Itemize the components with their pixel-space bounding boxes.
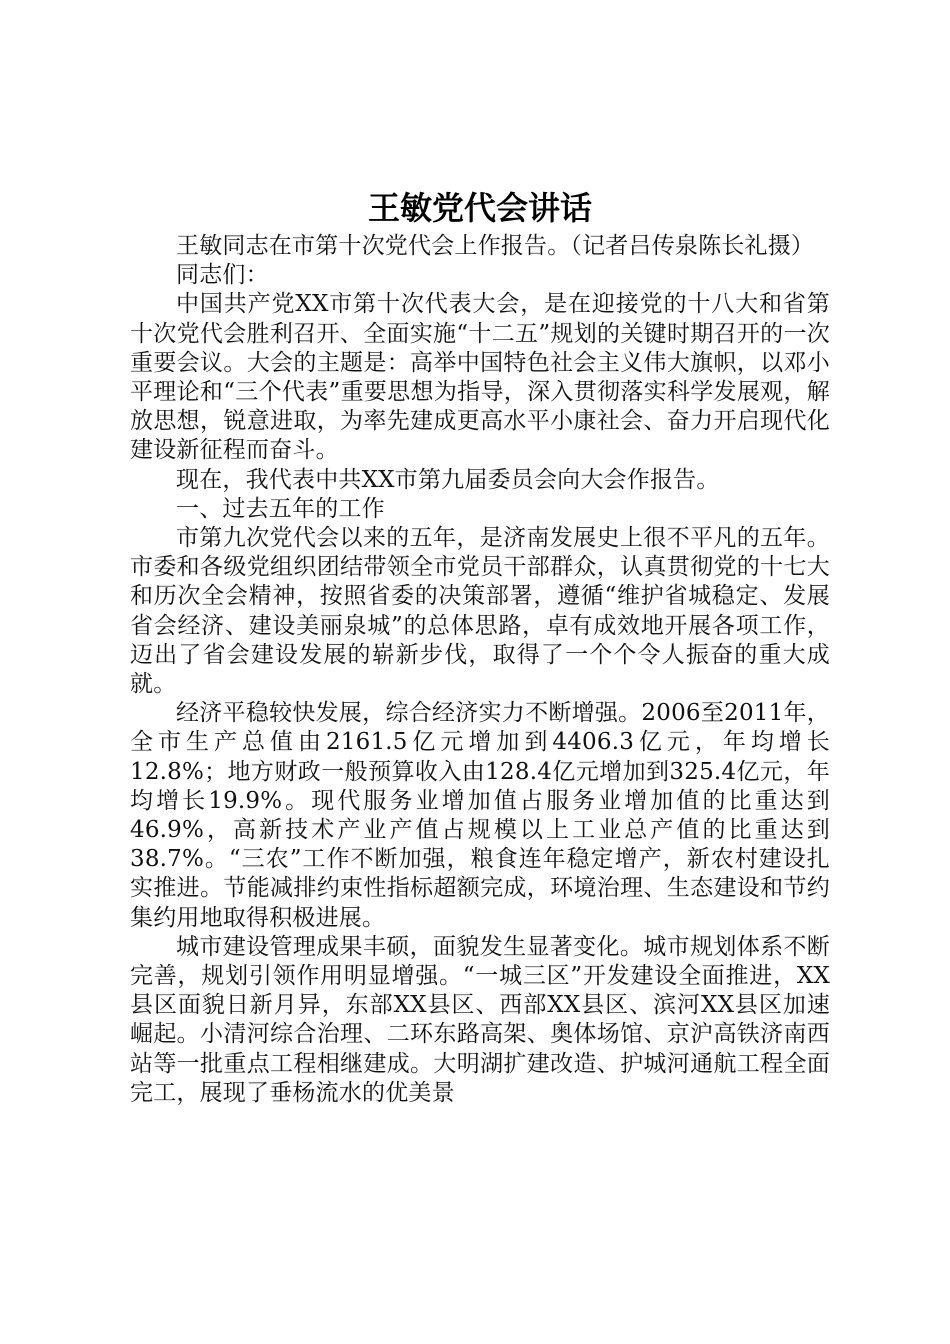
paragraph-salutation: 同志们： <box>176 262 269 289</box>
document-title: 王敏党代会讲话 <box>367 189 592 227</box>
paragraph-congress-theme: 中国共产党XX市第十次代表大会，是在迎接党的十八大和省第十次党代会胜利召开、全面实施“十二五”规划的关键时期召开的一次重要会议。大会的主题是：高举中国特色社会主义伟大旗帜，以邓小平理论和“三个代表”重要思想为指导，深入贯彻落实科学发展观，解放思想，锐意进取，为率先建成更高水平小康社会、奋力开启现代化建设新征程而奋斗。 <box>130 291 830 464</box>
paragraph-urban-construction: 城市建设管理成果丰硕，面貌发生显著变化。城市规划体系不断完善，规划引领作用明显增强。“一城三区”开发建设全面推进，XX县区面貌日新月异，东部XX县区、西部XX县区、滨河XX县区加速崛起。小清河综合治理、二环东路高架、奥体场馆、京沪高铁济南西站等一批重点工程相继建成。大明湖扩建改造、护城河通航工程全面完工，展现了垂杨流水的优美景 <box>130 933 830 1106</box>
paragraph-five-years-overview: 市第九次党代会以来的五年，是济南发展史上很不平凡的五年。市委和各级党组织团结带领全市党员干部群众，认真贯彻党的十七大和历次全会精神，按照省委的决策部署，遵循“维护省城稳定、发展省会经济、建设美丽泉城”的总体思路，卓有成效地开展各项工作，迈出了省会建设发展的崭新步伐，取得了一个个令人振奋的重大成就。 <box>130 525 830 698</box>
section-heading-past-five-years: 一、过去五年的工作 <box>176 495 385 522</box>
document-page <box>130 0 830 1108</box>
document-body <box>130 232 830 1108</box>
paragraph-photo-caption: 王敏同志在市第十次党代会上作报告。（记者吕传泉陈长礼摄） <box>176 233 815 259</box>
paragraph-economic-growth: 经济平稳较快发展，综合经济实力不断增强。2006至2011年，全市生产总值由2161.5亿元增加到4406.3亿元，年均增长12.8%；地方财政一般预算收入由128.4亿元增加到325.4亿元，年均增长19.9%。现代服务业增加值占服务业增加值的比重达到46.9%，高新技术产业产值占规模以上工业总产值的比重达到38.7%。“三农”工作不断加强，粮食连年稳定增产，新农村建设扎实推进。节能减排约束性指标超额完成，环境治理、生态建设和节约集约用地取得积极进展。 <box>130 700 830 931</box>
paragraph-report-intro: 现在，我代表中共XX市第九届委员会向大会作报告。 <box>176 466 720 493</box>
